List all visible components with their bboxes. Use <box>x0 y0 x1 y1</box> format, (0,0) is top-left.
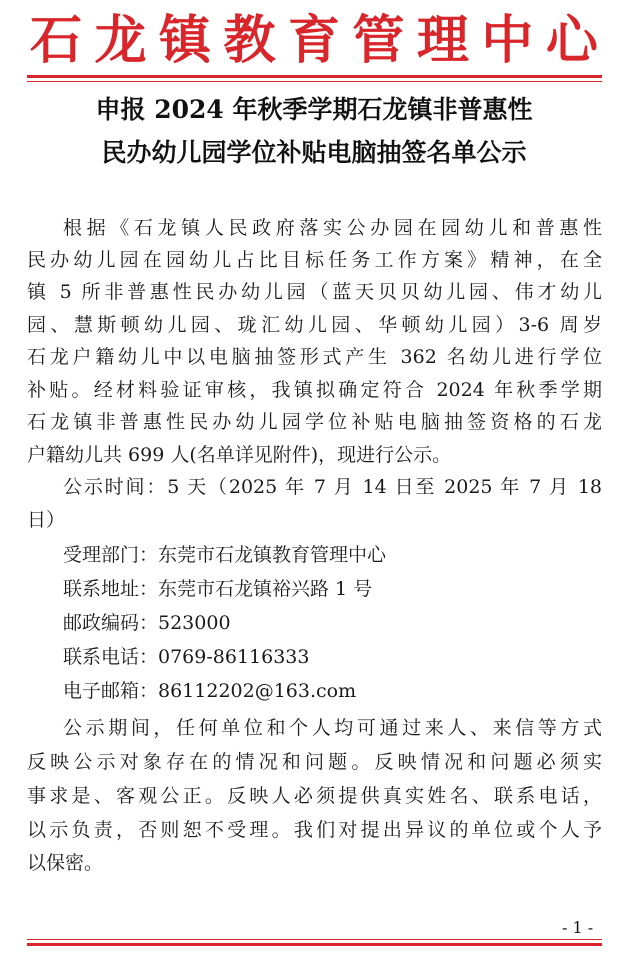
paragraph-line: 以示负责，否则恕不受理。我们对提出异议的单位或个人予 <box>27 819 602 841</box>
masthead-char: 龙 <box>94 10 147 71</box>
paragraph-line: 石龙户籍幼儿中以电脑抽签形式产生 362 名幼儿进行学位 <box>27 346 602 368</box>
contact-address: 联系地址：东莞市石龙镇裕兴路 1 号 <box>63 578 373 600</box>
contact-phone: 联系电话：0769-86116333 <box>63 646 310 668</box>
page-number: - 1 - <box>562 918 594 937</box>
masthead-rule-thick <box>27 75 602 78</box>
paragraph-line: 石龙镇非普惠性民办幼儿园学位补贴电脑抽签资格的石龙 <box>27 411 602 433</box>
masthead-rule-thin <box>27 81 602 82</box>
paragraph-line: 镇 5 所非普惠性民办幼儿园（蓝天贝贝幼儿园、伟才幼儿 <box>27 281 602 303</box>
paragraph-line: 公示期间，任何单位和个人均可通过来人、来信等方式 <box>63 717 602 739</box>
notice-period-line: 日） <box>27 509 66 531</box>
paragraph-line: 户籍幼儿共 699 人(名单详见附件)，现进行公示。 <box>27 444 452 466</box>
paragraph-line: 根据《石龙镇人民政府落实公办园在园幼儿和普惠性 <box>63 217 602 239</box>
masthead-char: 教 <box>223 10 276 71</box>
footer-rule-thick <box>27 943 602 946</box>
masthead-char: 育 <box>287 10 340 71</box>
contact-department: 受理部门：东莞市石龙镇教育管理中心 <box>63 544 387 566</box>
paragraph-line: 反映公示对象存在的情况和问题。反映情况和问题必须实 <box>27 751 602 773</box>
masthead-char: 理 <box>416 10 469 71</box>
masthead-char: 管 <box>352 10 405 71</box>
masthead <box>30 12 598 70</box>
masthead-char: 石 <box>30 10 83 71</box>
paragraph-line: 补贴。经材料验证审核，我镇拟确定符合 2024 年秋季学期 <box>27 379 602 401</box>
paragraph-line: 园、慧斯顿幼儿园、珑汇幼儿园、华顿幼儿园）3-6 周岁 <box>27 314 602 336</box>
document-title-line-2: 民办幼儿园学位补贴电脑抽签名单公示 <box>101 138 527 167</box>
paragraph-line: 民办幼儿园在园幼儿占比目标任务工作方案》精神，在全 <box>27 249 602 271</box>
paragraph-line: 以保密。 <box>27 852 104 874</box>
footer-rule-thin <box>27 939 602 940</box>
masthead-char: 心 <box>545 10 598 71</box>
masthead-char: 镇 <box>158 10 211 71</box>
paragraph-line: 事求是、客观公正。反映人必须提供真实姓名、联系电话， <box>27 785 602 807</box>
notice-period-line: 公示时间：5 天（2025 年 7 月 14 日至 2025 年 7 月 18 <box>63 476 602 498</box>
document-title-line-1: 申报 2024 年秋季学期石龙镇非普惠性 <box>95 95 533 124</box>
masthead-char: 中 <box>481 10 534 71</box>
contact-postcode: 邮政编码：523000 <box>63 612 231 634</box>
contact-email: 电子邮箱：86112202@163.com <box>63 680 357 702</box>
